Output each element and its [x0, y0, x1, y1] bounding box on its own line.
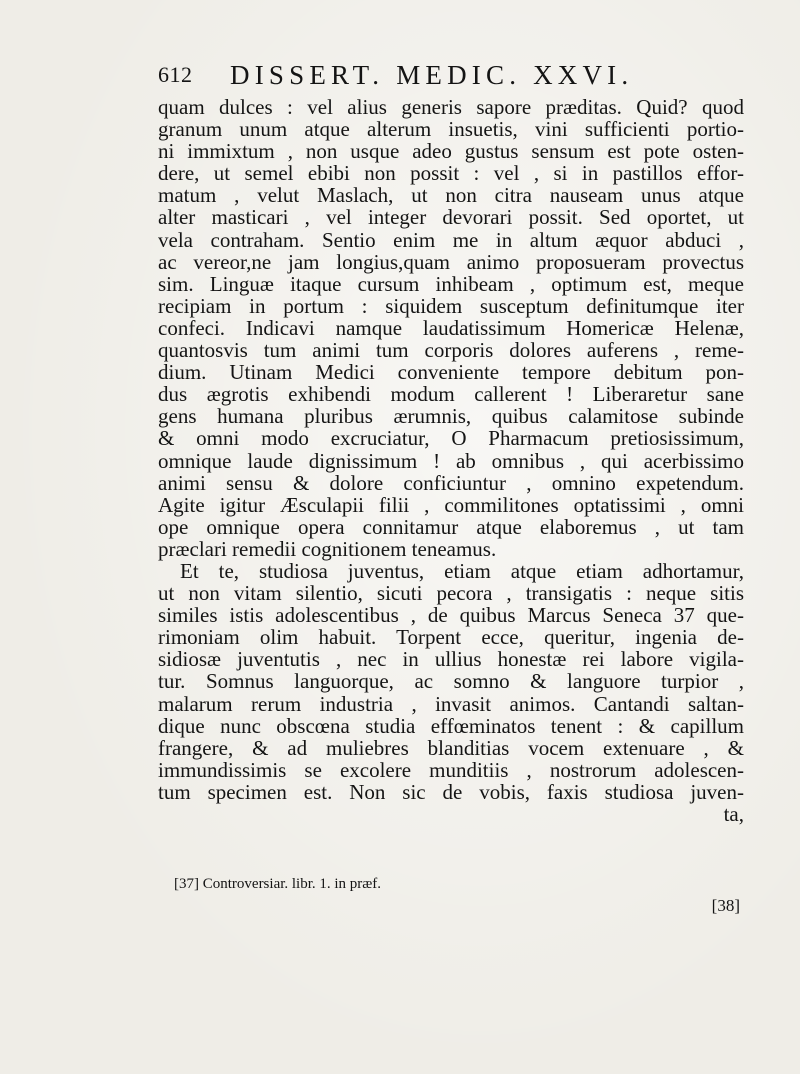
text-line: rimoniam olim habuit. Torpent ecce, queritur, ingenia de- — [158, 625, 744, 650]
text-line: quantosvis tum animi tum corporis dolores auferens , reme- — [158, 338, 744, 363]
text-line: dium. Utinam Medici conveniente tempore debitum pon- — [158, 360, 744, 385]
catchword: [38] — [711, 896, 740, 915]
running-head: DISSERT. MEDIC. XXVI. — [230, 60, 634, 90]
text-line: vela contraham. Sentio enim me in altum æquor abduci , — [158, 227, 744, 252]
text-line: præclari remedii cognitionem teneamus. — [158, 536, 497, 561]
text-line: omnique laude dignissimum ! ab omnibus , qui acerbissimo — [158, 448, 744, 473]
text-line: ni immixtum , non usque adeo gustus sensum est pote osten- — [158, 139, 744, 164]
text-line: similes istis adolescentibus , de quibus Marcus Seneca 37 que- — [158, 603, 744, 628]
text-line: tum specimen est. Non sic de vobis, faxis studiosa juven- — [158, 779, 744, 804]
paragraph-start-line: Et te, studiosa juventus, etiam atque etiam adhortamur, — [180, 558, 744, 583]
text-line: immundissimis se excolere munditiis , nostrorum adolescen- — [158, 757, 744, 782]
text-line: alter masticari , vel integer devorari possit. Sed oportet, ut — [158, 205, 744, 230]
text-line: dere, ut semel ebibi non possit : vel , si in pastillos effor- — [158, 161, 744, 186]
text-line: ope omnique opera connitamur atque elaboremus , ut tam — [158, 514, 744, 539]
text-line: ut non vitam silentio, sicuti pecora , transigatis : neque sitis — [158, 581, 744, 606]
text-line: dique nunc obscœna studia effœminatos tenent : & capillum — [158, 713, 744, 738]
page-number: 612 — [158, 62, 193, 87]
text-line: matum , velut Maslach, ut non citra nauseam unus atque — [158, 183, 744, 208]
text-line: animi sensu & dolore conficiuntur , omnino expetendum. — [158, 470, 744, 495]
text-line: sim. Linguæ itaque cursum inhibeam , optimum est, meque — [158, 271, 744, 296]
text-line: recipiam in portum : siquidem susceptum definitumque iter — [158, 293, 744, 318]
text-line-final: ta, — [723, 802, 744, 826]
main-text — [158, 96, 744, 825]
text-line: frangere, & ad muliebres blanditias vocem extenuare , & — [158, 735, 744, 760]
text-line: granum unum atque alterum insuetis, vini sufficienti portio- — [158, 117, 744, 142]
text-line: & omni modo excruciatur, O Pharmacum pretiosissimum, — [158, 426, 744, 451]
text-line: sidiosæ juventutis , nec in ullius honestæ rei labore vigila- — [158, 647, 744, 672]
text-line: ac vereor,ne jam longius,quam animo proposueram provectus — [158, 249, 744, 274]
text-line: Agite igitur Æsculapii filii , commilitones optatissimi , omni — [158, 492, 744, 517]
footnote: [37] Controversiar. libr. 1. in præf. — [174, 876, 382, 892]
page-header — [158, 58, 748, 92]
text-line: malarum rerum industria , invasit animos. Cantandi saltan- — [158, 691, 744, 716]
text-line: tur. Somnus languorque, ac somno & languore turpior , — [158, 669, 744, 694]
text-line: quam dulces : vel alius generis sapore præditas. Quid? quod — [158, 95, 744, 119]
text-line: dus ægrotis exhibendi modum callerent ! Liberaretur sane — [158, 382, 744, 407]
text-line: confeci. Indicavi namque laudatissimum Homericæ Helenæ, — [158, 315, 744, 340]
text-line: gens humana pluribus ærumnis, quibus calamitose subinde — [158, 404, 744, 429]
